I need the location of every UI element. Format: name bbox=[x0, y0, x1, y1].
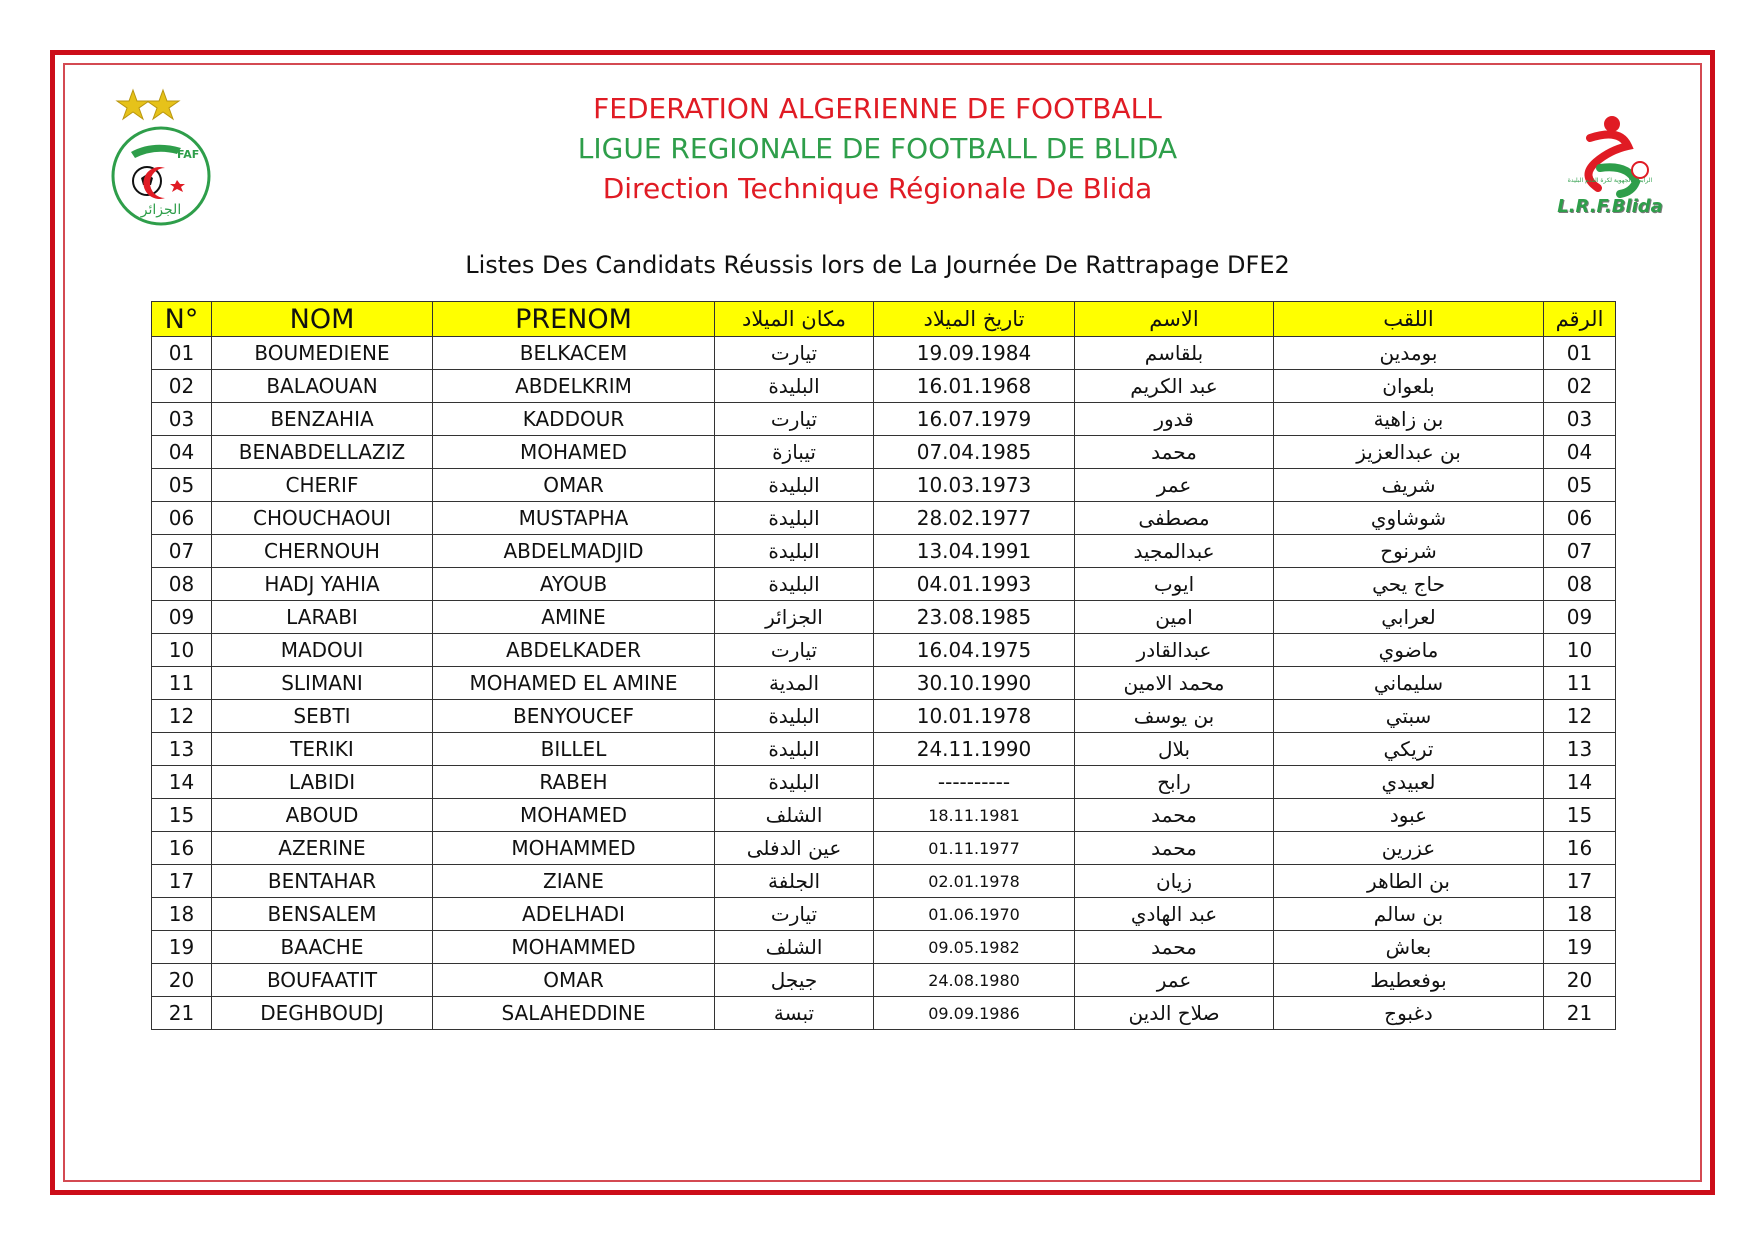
cell-num: 17 bbox=[152, 865, 212, 898]
cell-laqab: بومدين bbox=[1274, 337, 1544, 370]
cell-raqm: 18 bbox=[1544, 898, 1616, 931]
cell-prenom: ABDELKADER bbox=[433, 634, 715, 667]
cell-nom: DEGHBOUDJ bbox=[212, 997, 433, 1030]
cell-ism: محمد الامين bbox=[1075, 667, 1274, 700]
cell-num: 10 bbox=[152, 634, 212, 667]
table-row bbox=[152, 667, 1616, 700]
col-header-laqab: اللقب bbox=[1274, 302, 1544, 337]
cell-num: 13 bbox=[152, 733, 212, 766]
cell-raqm: 03 bbox=[1544, 403, 1616, 436]
cell-birthplace: البليدة bbox=[715, 502, 874, 535]
cell-prenom: MOHAMED bbox=[433, 799, 715, 832]
cell-prenom: ABDELKRIM bbox=[433, 370, 715, 403]
cell-birthplace: الشلف bbox=[715, 931, 874, 964]
cell-ism: عبد الهادي bbox=[1075, 898, 1274, 931]
cell-ism: بن يوسف bbox=[1075, 700, 1274, 733]
cell-birthplace: الجزائر bbox=[715, 601, 874, 634]
cell-laqab: شرنوح bbox=[1274, 535, 1544, 568]
cell-birthplace: تيارت bbox=[715, 337, 874, 370]
cell-birthplace: البليدة bbox=[715, 700, 874, 733]
table-row bbox=[152, 898, 1616, 931]
cell-laqab: تريكي bbox=[1274, 733, 1544, 766]
federation-title: FEDERATION ALGERIENNE DE FOOTBALL bbox=[593, 92, 1162, 125]
cell-num: 21 bbox=[152, 997, 212, 1030]
cell-ism: امين bbox=[1075, 601, 1274, 634]
cell-laqab: بعاش bbox=[1274, 931, 1544, 964]
cell-num: 01 bbox=[152, 337, 212, 370]
cell-birthplace: البليدة bbox=[715, 370, 874, 403]
cell-nom: BOUMEDIENE bbox=[212, 337, 433, 370]
cell-num: 11 bbox=[152, 667, 212, 700]
table-row bbox=[152, 733, 1616, 766]
cell-prenom: ZIANE bbox=[433, 865, 715, 898]
cell-prenom: MOHAMMED bbox=[433, 832, 715, 865]
cell-birthplace: البليدة bbox=[715, 568, 874, 601]
cell-raqm: 14 bbox=[1544, 766, 1616, 799]
cell-birthplace: تيارت bbox=[715, 403, 874, 436]
cell-nom: HADJ YAHIA bbox=[212, 568, 433, 601]
cell-birthdate: 13.04.1991 bbox=[874, 535, 1075, 568]
col-header-raqm: الرقم bbox=[1544, 302, 1616, 337]
cell-num: 09 bbox=[152, 601, 212, 634]
cell-birthdate: 01.11.1977 bbox=[874, 832, 1075, 865]
cell-laqab: عزرين bbox=[1274, 832, 1544, 865]
cell-nom: TERIKI bbox=[212, 733, 433, 766]
table-row bbox=[152, 832, 1616, 865]
cell-prenom: MOHAMED bbox=[433, 436, 715, 469]
cell-num: 12 bbox=[152, 700, 212, 733]
cell-num: 16 bbox=[152, 832, 212, 865]
cell-num: 20 bbox=[152, 964, 212, 997]
cell-birthplace: عين الدفلى bbox=[715, 832, 874, 865]
cell-ism: محمد bbox=[1075, 832, 1274, 865]
table-row bbox=[152, 337, 1616, 370]
cell-birthplace: جيجل bbox=[715, 964, 874, 997]
cell-prenom: MUSTAPHA bbox=[433, 502, 715, 535]
cell-num: 05 bbox=[152, 469, 212, 502]
cell-birthdate: 07.04.1985 bbox=[874, 436, 1075, 469]
cell-raqm: 06 bbox=[1544, 502, 1616, 535]
cell-prenom: ABDELMADJID bbox=[433, 535, 715, 568]
cell-nom: ABOUD bbox=[212, 799, 433, 832]
cell-laqab: شريف bbox=[1274, 469, 1544, 502]
cell-raqm: 07 bbox=[1544, 535, 1616, 568]
cell-num: 07 bbox=[152, 535, 212, 568]
cell-birthdate: 19.09.1984 bbox=[874, 337, 1075, 370]
cell-nom: BALAOUAN bbox=[212, 370, 433, 403]
cell-birthdate: 09.09.1986 bbox=[874, 997, 1075, 1030]
cell-ism: زيان bbox=[1075, 865, 1274, 898]
cell-raqm: 21 bbox=[1544, 997, 1616, 1030]
cell-raqm: 05 bbox=[1544, 469, 1616, 502]
cell-birthdate: 23.08.1985 bbox=[874, 601, 1075, 634]
cell-num: 04 bbox=[152, 436, 212, 469]
table-row bbox=[152, 997, 1616, 1030]
cell-laqab: دغبوج bbox=[1274, 997, 1544, 1030]
cell-birthplace: تيارت bbox=[715, 898, 874, 931]
table-row bbox=[152, 403, 1616, 436]
cell-birthplace: الشلف bbox=[715, 799, 874, 832]
cell-raqm: 15 bbox=[1544, 799, 1616, 832]
col-header-ism: الاسم bbox=[1075, 302, 1274, 337]
table-row bbox=[152, 799, 1616, 832]
cell-birthdate: 01.06.1970 bbox=[874, 898, 1075, 931]
lrf-blida-logo-text: L.R.F.Blida bbox=[1557, 196, 1663, 217]
cell-ism: بلقاسم bbox=[1075, 337, 1274, 370]
cell-nom: CHERIF bbox=[212, 469, 433, 502]
cell-nom: BENSALEM bbox=[212, 898, 433, 931]
cell-num: 14 bbox=[152, 766, 212, 799]
svg-text:FAF: FAF bbox=[177, 148, 200, 161]
cell-raqm: 13 bbox=[1544, 733, 1616, 766]
cell-birthplace: البليدة bbox=[715, 469, 874, 502]
table-row bbox=[152, 865, 1616, 898]
cell-laqab: سليماني bbox=[1274, 667, 1544, 700]
cell-birthdate: 30.10.1990 bbox=[874, 667, 1075, 700]
cell-laqab: بن عبدالعزيز bbox=[1274, 436, 1544, 469]
cell-prenom: BILLEL bbox=[433, 733, 715, 766]
cell-nom: SLIMANI bbox=[212, 667, 433, 700]
cell-ism: عمر bbox=[1075, 964, 1274, 997]
svg-text:الرابطة الجهوية لكرة القدم الب: الرابطة الجهوية لكرة القدم البليدة bbox=[1567, 177, 1653, 184]
cell-prenom: MOHAMMED bbox=[433, 931, 715, 964]
table-row bbox=[152, 766, 1616, 799]
cell-birthdate: ---------- bbox=[874, 766, 1075, 799]
cell-birthdate: 18.11.1981 bbox=[874, 799, 1075, 832]
cell-birthdate: 10.01.1978 bbox=[874, 700, 1075, 733]
cell-laqab: بن سالم bbox=[1274, 898, 1544, 931]
cell-raqm: 20 bbox=[1544, 964, 1616, 997]
cell-nom: BENZAHIA bbox=[212, 403, 433, 436]
cell-birthplace: الجلفة bbox=[715, 865, 874, 898]
cell-birthdate: 28.02.1977 bbox=[874, 502, 1075, 535]
cell-ism: مصطفى bbox=[1075, 502, 1274, 535]
cell-birthdate: 24.11.1990 bbox=[874, 733, 1075, 766]
cell-prenom: AYOUB bbox=[433, 568, 715, 601]
table-row bbox=[152, 469, 1616, 502]
cell-ism: ايوب bbox=[1075, 568, 1274, 601]
table-row bbox=[152, 568, 1616, 601]
table-row bbox=[152, 634, 1616, 667]
cell-ism: عبد الكريم bbox=[1075, 370, 1274, 403]
cell-raqm: 04 bbox=[1544, 436, 1616, 469]
table-row bbox=[152, 601, 1616, 634]
cell-laqab: بن زاهية bbox=[1274, 403, 1544, 436]
cell-laqab: بلعوان bbox=[1274, 370, 1544, 403]
cell-raqm: 16 bbox=[1544, 832, 1616, 865]
candidates-table bbox=[151, 301, 1616, 1030]
cell-prenom: AMINE bbox=[433, 601, 715, 634]
cell-raqm: 19 bbox=[1544, 931, 1616, 964]
cell-ism: بلال bbox=[1075, 733, 1274, 766]
col-header-prenom: PRENOM bbox=[433, 302, 715, 337]
table-row bbox=[152, 535, 1616, 568]
cell-nom: BOUFAATIT bbox=[212, 964, 433, 997]
cell-birthplace: البليدة bbox=[715, 733, 874, 766]
cell-birthplace: تبسة bbox=[715, 997, 874, 1030]
table-row bbox=[152, 931, 1616, 964]
cell-laqab: حاج يحي bbox=[1274, 568, 1544, 601]
cell-ism: عبدالقادر bbox=[1075, 634, 1274, 667]
cell-birthdate: 16.01.1968 bbox=[874, 370, 1075, 403]
cell-raqm: 08 bbox=[1544, 568, 1616, 601]
cell-prenom: RABEH bbox=[433, 766, 715, 799]
cell-birthdate: 16.07.1979 bbox=[874, 403, 1075, 436]
cell-ism: محمد bbox=[1075, 436, 1274, 469]
cell-laqab: سبتي bbox=[1274, 700, 1544, 733]
cell-laqab: شوشاوي bbox=[1274, 502, 1544, 535]
cell-ism: قدور bbox=[1075, 403, 1274, 436]
document-subtitle: Listes Des Candidats Réussis lors de La Journée De Rattrapage DFE2 bbox=[465, 251, 1290, 279]
cell-num: 06 bbox=[152, 502, 212, 535]
cell-laqab: لعبيدي bbox=[1274, 766, 1544, 799]
cell-birthplace: البليدة bbox=[715, 766, 874, 799]
cell-birthdate: 16.04.1975 bbox=[874, 634, 1075, 667]
cell-prenom: SALAHEDDINE bbox=[433, 997, 715, 1030]
cell-laqab: بوفعطيط bbox=[1274, 964, 1544, 997]
cell-nom: BENABDELLAZIZ bbox=[212, 436, 433, 469]
cell-raqm: 10 bbox=[1544, 634, 1616, 667]
cell-nom: CHERNOUH bbox=[212, 535, 433, 568]
col-header-birthplace: مكان الميلاد bbox=[715, 302, 874, 337]
cell-ism: رابح bbox=[1075, 766, 1274, 799]
cell-prenom: MOHAMED EL AMINE bbox=[433, 667, 715, 700]
cell-num: 02 bbox=[152, 370, 212, 403]
cell-birthdate: 24.08.1980 bbox=[874, 964, 1075, 997]
cell-num: 18 bbox=[152, 898, 212, 931]
cell-ism: محمد bbox=[1075, 931, 1274, 964]
cell-laqab: بن الطاهر bbox=[1274, 865, 1544, 898]
cell-ism: عمر bbox=[1075, 469, 1274, 502]
cell-nom: BAACHE bbox=[212, 931, 433, 964]
cell-nom: LABIDI bbox=[212, 766, 433, 799]
col-header-birthdate: تاريخ الميلاد bbox=[874, 302, 1075, 337]
cell-ism: محمد bbox=[1075, 799, 1274, 832]
cell-birthdate: 02.01.1978 bbox=[874, 865, 1075, 898]
cell-prenom: BENYOUCEF bbox=[433, 700, 715, 733]
col-header-num: N° bbox=[152, 302, 212, 337]
cell-raqm: 11 bbox=[1544, 667, 1616, 700]
cell-prenom: ADELHADI bbox=[433, 898, 715, 931]
cell-raqm: 02 bbox=[1544, 370, 1616, 403]
cell-num: 03 bbox=[152, 403, 212, 436]
cell-nom: SEBTI bbox=[212, 700, 433, 733]
cell-birthdate: 04.01.1993 bbox=[874, 568, 1075, 601]
cell-nom: BENTAHAR bbox=[212, 865, 433, 898]
cell-laqab: لعرابي bbox=[1274, 601, 1544, 634]
table-header-row bbox=[152, 302, 1616, 337]
col-header-nom: NOM bbox=[212, 302, 433, 337]
cell-prenom: BELKACEM bbox=[433, 337, 715, 370]
cell-birthplace: تيبازة bbox=[715, 436, 874, 469]
cell-raqm: 17 bbox=[1544, 865, 1616, 898]
table-row bbox=[152, 436, 1616, 469]
cell-nom: CHOUCHAOUI bbox=[212, 502, 433, 535]
cell-num: 19 bbox=[152, 931, 212, 964]
cell-laqab: ماضوي bbox=[1274, 634, 1544, 667]
table-row bbox=[152, 700, 1616, 733]
cell-raqm: 12 bbox=[1544, 700, 1616, 733]
cell-birthplace: المدية bbox=[715, 667, 874, 700]
cell-birthdate: 10.03.1973 bbox=[874, 469, 1075, 502]
cell-num: 15 bbox=[152, 799, 212, 832]
cell-nom: LARABI bbox=[212, 601, 433, 634]
cell-ism: صلاح الدين bbox=[1075, 997, 1274, 1030]
table-row bbox=[152, 502, 1616, 535]
table-row bbox=[152, 370, 1616, 403]
cell-prenom: KADDOUR bbox=[433, 403, 715, 436]
league-title: LIGUE REGIONALE DE FOOTBALL DE BLIDA bbox=[577, 132, 1178, 165]
cell-laqab: عبود bbox=[1274, 799, 1544, 832]
svg-text:الجزائر: الجزائر bbox=[140, 202, 182, 218]
cell-ism: عبدالمجيد bbox=[1075, 535, 1274, 568]
direction-title: Direction Technique Régionale De Blida bbox=[602, 172, 1153, 205]
cell-nom: AZERINE bbox=[212, 832, 433, 865]
cell-birthplace: تيارت bbox=[715, 634, 874, 667]
cell-nom: MADOUI bbox=[212, 634, 433, 667]
table-row bbox=[152, 964, 1616, 997]
cell-birthplace: البليدة bbox=[715, 535, 874, 568]
cell-birthdate: 09.05.1982 bbox=[874, 931, 1075, 964]
cell-prenom: OMAR bbox=[433, 964, 715, 997]
cell-raqm: 09 bbox=[1544, 601, 1616, 634]
cell-prenom: OMAR bbox=[433, 469, 715, 502]
cell-num: 08 bbox=[152, 568, 212, 601]
cell-raqm: 01 bbox=[1544, 337, 1616, 370]
